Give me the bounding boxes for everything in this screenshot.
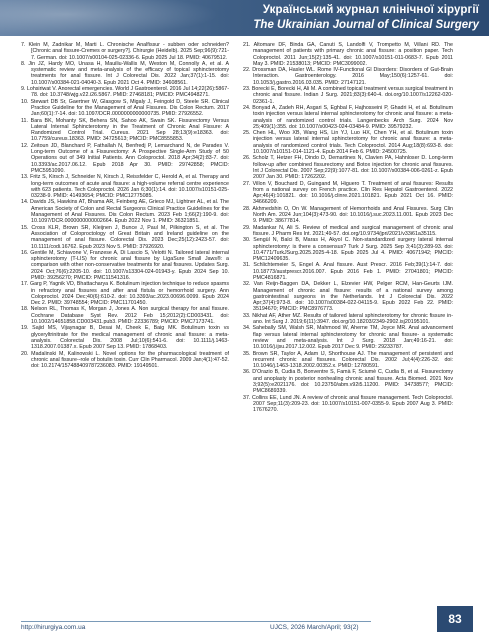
header-decoration [0, 0, 220, 36]
journal-title-ukrainian: Український журнал клінічної хірургії [262, 4, 479, 16]
reference-item: 22. Drossman DA, Hasler WL. Rome IV-Functional GI Disorders: Disorders of Gut-Brain Interaction. Gastroenterology. 2016 May;150(6):1257-61. doi: 10.1053/j.gastro.2016.03.035. PMID: 27147121. [243, 67, 453, 86]
reference-item: 17. Garg P, Yagnik VD, Bhattacharya K. Botulinum injection technique to reduce spasms in refractory anal fissures and after anal fistula or hemorrhoid surgery. Ann Coloproctol. 2024 Dec;40(6):610-2. doi: 10.3393/ac.2023.00696.0099. Epub 2024 Dec 2. PMID: 39748554; PMCID: PMC11701450. [21, 281, 229, 307]
reference-item: 14. Davids JS, Hawkins AT, Bhama AR, Feinberg AE, Grieco MJ, Lightner AL, et al. The American Society of Colon and Rectal Surgeons Clinical Practice Guidelines for the Management of Anal Fissures. Dis Colon Rectum. 2023 Feb 1;66(2):190-9. doi: 10.1097/DCR.0000000000002664. Epub 2022 Nov 1. PMID: 36321851. [21, 199, 229, 225]
reference-item: 10. Stewart DB Sr, Gaertner W, Glasgow S, Migaly J, Feingold D, Steele SR. Clinical Practice Guideline for the Management of Anal Fissures. Dis Colon Rectum. 2017 Jan;60(1):7-14. doi: 10.1097/DCR.0000000000000735. PMID: 27926552. [21, 98, 229, 118]
reference-item: 19. Sajid MS, Vijaynagar B, Desai M, Cheek E, Baig MK. Botulinum toxin vs glyceryltrinitrate for the medical management of chronic anal fissure: a meta-analysis. Colorectal Dis. 2008 Jul;10(6):541-6. doi: 10.1111/j.1463-1318.2007.01387.x. Epub 2007 Sep 13. PMID: 17868403. [21, 325, 229, 351]
reference-item: 33. Nikhat AF, Ather MZ. Results of tailored lateral sphincterotomy for chronic fissure in-ano. Int Surg J. 2019;6(11):3947. doi.org/10.18203/2349-2902.isj20195101. [243, 312, 453, 326]
reference-item: 16. Gentile M, Schiavone V, Franzese A, Di Lascio S, Velotti N. Tailored lateral internal sphincterotomy (T-LIS) for chronic anal fissure by LigaSure Small Jaws®: a comparison with other non-conservative treatments for anal fissures. Updates Surg. 2024 Oct;76(6):2205-10. doi: 10.1007/s13304-024-01943-y. Epub 2024 Sep 10. PMID: 39256270; PMCID: PMC11541316. [21, 249, 229, 281]
reference-item: 21. Altomare DF, Binda GA, Canuti S, Landolfi V, Trompetto M, Villani RD. The management of patients with primary chronic anal fissure: a position paper. Tech Coloproctol. 2011 Jun;15(2):135-41. doi: 10.1007/s10151-011-0683-7. Epub 2011 May 3. PMID: 21538013; PMCID: PMC3099002. [243, 42, 453, 67]
reference-item: 18. Nelson RL, Thomas K, Morgan J, Jones A. Non surgical therapy for anal fissure. Cochrane Database Syst Rev. 2012 Feb 15;2012(2):CD003431. doi: 10.1002/14651858.CD003431.pub3. PMID: 22336789; PMCID: PMC7173741. [21, 306, 229, 326]
reference-item: 35. Brown SR, Taylor A, Adam IJ, Shorthouse AJ. The management of persistent and recurrent chronic anal fissures. Colorectal Dis. 2002 Jul;4(4):226-32. doi: 10.1046/j.1463-1318.2002.00352.x. PMID: 12780591. [243, 350, 453, 370]
references-right-column [243, 42, 453, 414]
reference-item: 36. D'Orazio B, Cudia B, Bonventre S, Famà F, Sciumè C, Cudia B, et al. Fissurectomy and anoplasty in posterior nonhealing chronic anal fissure. Acta Biomed. 2021 Nov 3;92(5):e2021176. doi: 10.23750/abm.v92i5.11200. PMID: 34738577; PMCID: PMC8689339. [243, 369, 453, 395]
reference-item: 37. Collins EE, Lund JN. A review of chronic anal fissure management. Tech Coloproctol. 2007 Sep;11(3):209-23. doi: 10.1007/s10151-007-0355-9. Epub 2007 Aug 3. PMID: 17676270. [243, 394, 453, 414]
reference-item: 32. Van Reijn-Baggen DA, Dekker L, Elzevier HW, Pelger RCM, Han-Geurts IJM. Management of chronic anal fissure: results of a national survey among gastrointestinal surgeons in the Netherlands. Int J Colorectal Dis. 2022 Apr;37(4):973-8. doi: 10.1007/s00384-022-04115-9. Epub 2022 Feb 22. PMID: 35194670; PMCID: PMC8976773. [243, 281, 453, 313]
reference-item: 13. Fritz S, Kirsch J, Schneider N, Kirsch J, Reissfelder C, Herold A, et al. Therapy and long-term outcomes of acute anal fissure: a high-volume referral centre experience with 623 patients. Tech Coloproctol. 2026 Jan 6;30(1):14. doi: 10.1007/s10151-025-03238-9. PMID: 41493654; PMCID: PMC12775085. [21, 174, 229, 200]
footer-divider [21, 621, 371, 622]
reference-item: 31. Schlichtemeier S, Engel A. Anal fissure. Aust Prescr. 2016 Feb;39(1):14-7. doi: 10.18773/austprescr.2016.007. Epub 2016 Feb 1. PMID: 27041801; PMCID: PMC4816871. [243, 262, 453, 281]
journal-header [0, 0, 489, 36]
reference-item: 11. Bara BK, Mohanty SK, Behera SN, Sahoo AK, Swain SK. Fissurectomy Versus Lateral Internal Sphincterotomy in the Treatment of Chronic Anal Fissure: A Randomized Control Trial. Cureus. 2021 Sep 28;13(9):e18363. doi: 10.7759/cureus.18363. PMID: 34725613; PMCID: PMC8555853. [21, 117, 229, 143]
reference-item: 20. Madalinski M, Kalinowski L. Novel options for the pharmacological treatment of chronic anal fissure--role of botulin toxin. Curr Clin Pharmacol. 2009 Jan;4(1):47-52. doi: 10.2174/157488409787236083. PMID: 19149501. [21, 350, 229, 370]
reference-item: 9. Lohsiriwat V. Anorectal emergencies. World J Gastroenterol. 2016 Jul 14;22(26):5867-78. doi: 10.3748/wjg.v22.i26.5867. PMID: 27468181; PMCID: PMC4948271. [21, 86, 229, 99]
reference-item: 25. Chen HL, Woo XB, Wang HS, Lin YJ, Luo HX, Chen YH, et al. Botulinum toxin injection versus lateral internal sphincterotomy for chronic anal fissure: a meta-analysis of randomized control trials. Tech Coloproctol. 2014 Aug;18(8):693-8. doi: 10.1007/s10151-014-1121-4. Epub 2014 Feb 6. PMID: 24500725. [243, 130, 453, 156]
references-left-column [21, 42, 229, 369]
reference-item: 8. Jin JZ, Hardy MO, Unasa H, Mauiliu-Wallis M, Weston M, Connolly A, et al. A systematic review and meta-analysis of the efficacy of topical sphincterotomy treatments for anal fissure. Int J Colorectal Dis. 2022 Jan;37(1):1-15. doi: 10.1007/s00384-021-04040-3. Epub 2021 Oct 4. PMID: 34608561. [21, 60, 229, 86]
journal-title-english: The Ukrainian Journal of Clinical Surgery [253, 19, 479, 31]
reference-item: 34. Sahebally SM, Walsh SR, Mahmood W, Aherne TM, Joyce MR. Anal advancement flap versus lateral internal sphincterotomy for chronic anal fissure- a systematic review and meta-analysis. Int J Surg. 2018 Jan;49:16-21. doi: 10.1016/j.ijsu.2017.12.002. Epub 2017 Dec 9. PMID: 29233787. [243, 325, 453, 351]
reference-item: 27. Villon V, Bouchard D, Guingand M, Higuero T. Treatment of anal fissures: Results from a national survey on French practice. Clin Res Hepatol Gastroenterol. 2022 Apr;46(4):101821. doi: 10.1016/j.clinre.2021.101821. Epub 2021 Oct 16. PMID: 34666209. [243, 180, 453, 206]
reference-item: 12. Zeitoun JD, Blanchard P, Fathallah N, Benfredj P, Lemarchand N, de Parades V. Long-term Outcome of a Fissurectomy: A Prospective Single-Arm Study of 50 Operations out of 349 Initial Patients. Ann Coloproctol. 2018 Apr;34(2):83-7. doi: 10.3393/ac.2017.06.12. Epub 2018 Apr 30. PMID: 29742858; PMCID: PMC5951090. [21, 142, 229, 174]
reference-item: 26. Scholz T, Hetzer FH, Dindo D, Demartines N, Clavien PA, Hahnloser D. Long-term follow-up after combined fissurectomy and Botox injection for chronic anal fissures. Int J Colorectal Dis. 2007 Sep;22(9):1077-81. doi: 10.1007/s00384-006-0261-z. Epub 2007 Jan 30. PMID: 17262202. [243, 155, 453, 181]
reference-item: 23. Borecki E, Borecki H, Ali M. A combined topical treatment versus surgical treatment in chronic anal fissure. Indian J Surg. 2021;83(3):640-4. doi.org/10.1007/s12262-020-02361-1. [243, 86, 453, 105]
reference-item: 7. Klein M, Zadnikar M, Marti L. Chronische Analfissur - subben oder schneiden? [Chronic anal fissure-Cremes or surgery?]. Chirurgie (Heidelb). 2025 Sep;96(9):721-7. German. doi: 10.1007/s00104-025-02336-6. Epub 2025 Jul 18. PMID: 40679512. [21, 42, 229, 61]
page-number: 83 [437, 606, 473, 632]
reference-item: 28. Akhmedshin O, On W. Management of Hemorrhoids and Anal Fissures. Surg Clin North Am. 2024 Jun;104(3):473-90. doi: 10.1016/j.suc.2023.11.001. Epub 2023 Dec 9. PMID: 38677814. [243, 205, 453, 225]
footer-website-url[interactable]: http://hirurgiya.com.ua [21, 624, 86, 631]
reference-item: 24. Bonyad A, Zadeh RH, Asgari S, Eghbal F, Hajhosseini P, Ghadri H, et al. Botulinum toxin injection versus lateral internal sphincterotomy for chronic anal fissure: a meta-analysis of randomized control trials. Langenbecks Arch Surg. 2024 Nov 25;409(1):355. doi: 10.1007/s00423-024-03484-9. PMID: 39579232. [243, 104, 453, 130]
reference-item: 15. Cross KLR, Brown SR, Kleijnen J, Bunce J, Paul M, Pilkington S, et al. The Association of Coloproctology of Great Britain and Ireland guideline on the management of anal fissure. Colorectal Dis. 2023 Dec;25(12):2423-57. doi: 10.1111/codi.16762. Epub 2023 Nov 5. PMID: 37926920. [21, 224, 229, 250]
reference-item: 30. Sengül N, Balci B, Maras H, Akyol C. Non-standardized surgery lateral internal sphincterotomy: is there a consensus? Turk J Surg. 2025 Sep 3;41(3):289-93. doi: 10.4771/TurkJSurg.2025.2025-4-18. Epub 2025 Jul 4. PMID: 40671942; PMCID: PMC12409635. [243, 237, 453, 263]
footer-journal-citation: UJCS, 2026 March/April; 93(2) [270, 624, 359, 631]
reference-item: 29. Madankar N, Ali S. Review of medical and surgical management of chronic anal fissure. J Pharm Res Int. 2021;49-57. doi.org/10.9734/jpri/2021/v33i61a35115. [243, 224, 453, 237]
